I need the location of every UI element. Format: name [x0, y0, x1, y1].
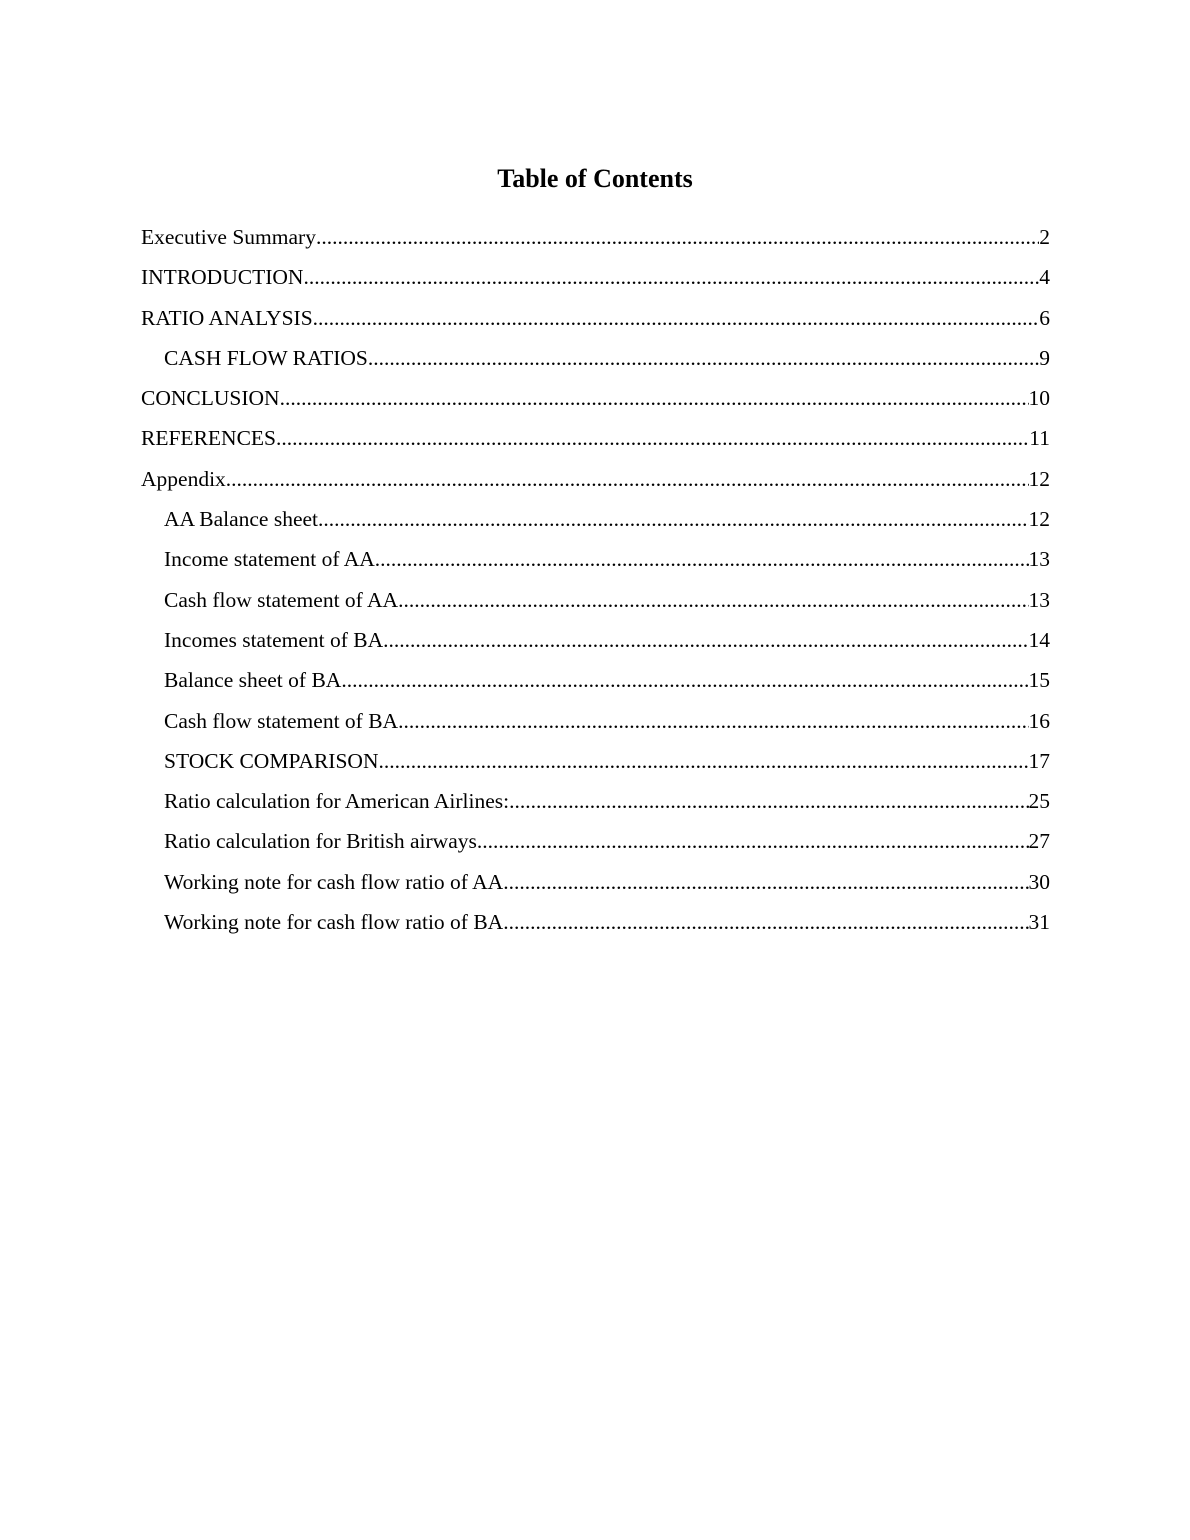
toc-entry-page-number: 13 [1028, 587, 1050, 612]
toc-entry-page-number: 27 [1028, 829, 1050, 854]
toc-dot-leader [503, 862, 1028, 902]
toc-entry[interactable] [141, 378, 1050, 418]
toc-entry-page-number: 12 [1028, 466, 1050, 491]
toc-entry-page-number: 4 [1039, 265, 1050, 290]
toc-entry-label: Ratio calculation for British airways [164, 829, 477, 854]
toc-entry-label: Ratio calculation for American Airlines: [164, 789, 510, 814]
toc-entry-page-number: 31 [1028, 910, 1050, 935]
toc-entry[interactable] [141, 257, 1050, 297]
toc-entry-label: Cash flow statement of AA [164, 587, 399, 612]
toc-entry[interactable] [141, 217, 1050, 257]
toc-entry-label: Working note for cash flow ratio of AA [164, 869, 504, 894]
toc-entry[interactable] [141, 499, 1050, 539]
toc-dot-leader [503, 902, 1028, 942]
toc-entry-page-number: 13 [1028, 547, 1050, 572]
toc-entry-page-number: 9 [1039, 345, 1050, 370]
toc-entry-label: RATIO ANALYSIS [141, 305, 313, 330]
toc-entry-label: Balance sheet of BA [164, 668, 342, 693]
toc-dot-leader [226, 459, 1029, 499]
toc-dot-leader [276, 418, 1029, 458]
toc-entry-label: Executive Summary [141, 225, 316, 249]
toc-dot-leader [375, 539, 1029, 579]
toc-entry[interactable] [141, 298, 1050, 338]
toc-entry[interactable] [141, 741, 1050, 781]
toc-dot-leader [398, 580, 1028, 620]
toc-entry-label: CASH FLOW RATIOS [164, 345, 368, 370]
toc-entry-page-number: 15 [1028, 668, 1050, 693]
toc-entry[interactable] [141, 660, 1050, 700]
toc-entry-label: Income statement of AA [164, 547, 375, 572]
toc-entry[interactable] [141, 620, 1050, 660]
toc-entry-page-number: 16 [1028, 708, 1050, 733]
toc-title: Table of Contents [497, 164, 693, 193]
toc-entry[interactable] [141, 821, 1050, 861]
toc-entry-page-number: 12 [1028, 507, 1050, 532]
toc-entry-label: Cash flow statement of BA [164, 708, 399, 733]
toc-dot-leader [509, 781, 1028, 821]
toc-entry-page-number: 25 [1028, 789, 1050, 814]
toc-entry[interactable] [141, 862, 1050, 902]
toc-entry-page-number: 11 [1029, 426, 1050, 451]
toc-entry-label: AA Balance sheet [164, 507, 319, 532]
toc-dot-leader [318, 499, 1028, 539]
toc-dot-leader [368, 338, 1039, 378]
toc-entry-page-number: 14 [1028, 627, 1050, 652]
toc-entry-label: STOCK COMPARISON [164, 748, 379, 773]
toc-entry-label: Appendix [141, 466, 226, 491]
toc-entry[interactable] [141, 539, 1050, 579]
toc-dot-leader [477, 821, 1029, 861]
toc-entry-page-number: 10 [1028, 386, 1050, 411]
toc-list [141, 217, 1050, 942]
toc-dot-leader [383, 620, 1028, 660]
toc-dot-leader [303, 257, 1039, 297]
toc-dot-leader [313, 298, 1040, 338]
toc-entry-label: REFERENCES [141, 426, 276, 451]
toc-entry[interactable] [141, 418, 1050, 458]
toc-dot-leader [280, 378, 1029, 418]
toc-entry-page-number: 2 [1039, 225, 1050, 249]
toc-entry-label: Working note for cash flow ratio of BA [164, 910, 504, 935]
toc-entry[interactable] [141, 338, 1050, 378]
toc-entry[interactable] [141, 459, 1050, 499]
toc-entry-page-number: 6 [1039, 305, 1050, 330]
toc-entry[interactable] [141, 781, 1050, 821]
toc-entry-label: INTRODUCTION [141, 265, 304, 290]
toc-entry[interactable] [141, 580, 1050, 620]
toc-entry-page-number: 17 [1028, 748, 1050, 773]
toc-entry-label: Incomes statement of BA [164, 627, 384, 652]
toc-entry-page-number: 30 [1028, 869, 1050, 894]
toc-entry[interactable] [141, 701, 1050, 741]
toc-entry[interactable] [141, 902, 1050, 942]
toc-dot-leader [316, 217, 1039, 257]
toc-entry-label: CONCLUSION [141, 386, 280, 411]
toc-dot-leader [398, 701, 1028, 741]
toc-dot-leader [378, 741, 1028, 781]
toc-dot-leader [341, 660, 1028, 700]
